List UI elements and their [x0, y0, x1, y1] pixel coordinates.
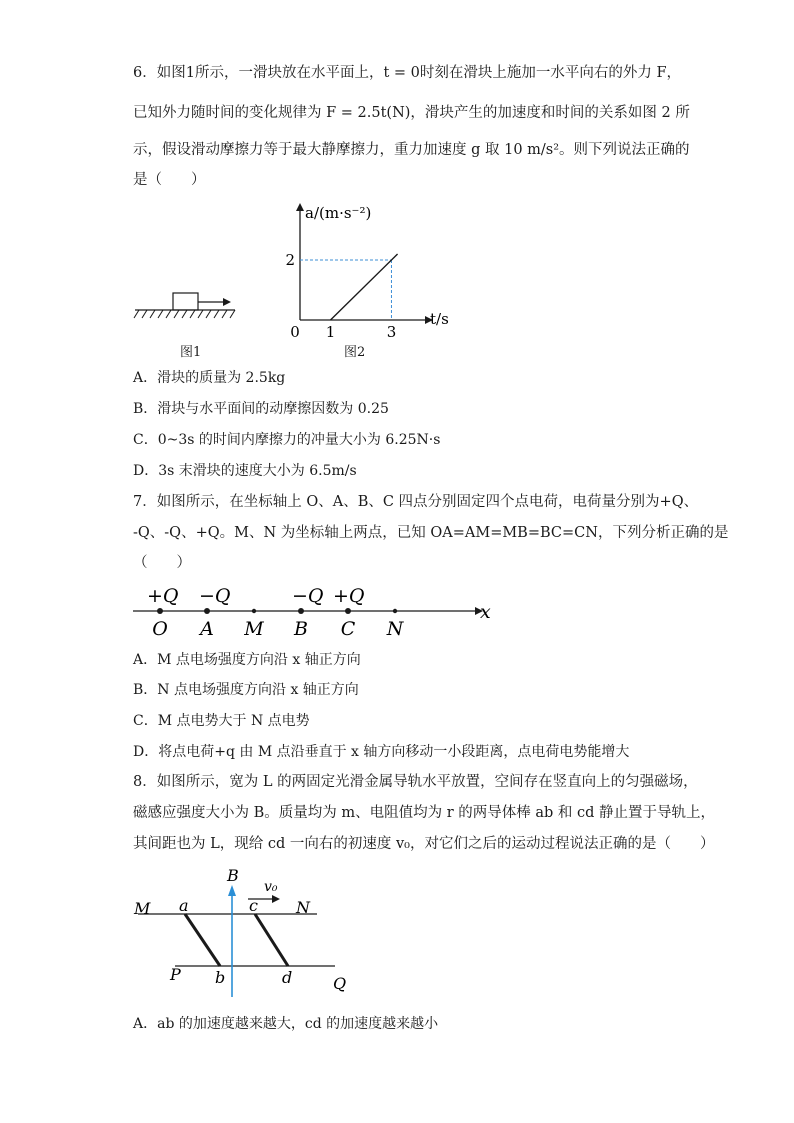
q6-line-1: 6．如图1所示，一滑块放在水平面上，t = 0时刻在滑块上施加一水平向右的外力 F，	[133, 65, 682, 81]
q8-line-3: 其间距也为 L，现给 cd 一向右的初速度 v₀，对它们之后的运动过程说法正确的是（ ）	[133, 836, 715, 852]
x-tick-label: 3	[386, 323, 397, 341]
q6-line-2: 已知外力随时间的变化规律为 F = 2.5t(N)，滑块产生的加速度和时间的关系如图 2 所	[133, 105, 690, 121]
label-B: B	[227, 866, 239, 885]
point-dot	[345, 608, 351, 614]
q8-option-a: A．ab 的加速度越来越大，cd 的加速度越来越小	[133, 1016, 439, 1032]
rod-ab	[185, 914, 220, 966]
point-dot	[298, 608, 304, 614]
label-b: b	[215, 968, 226, 987]
label-P: P	[170, 965, 181, 984]
rail-labels	[133, 866, 346, 993]
y-axis-arrowhead	[296, 203, 304, 211]
q7-option-a: A．M 点电场强度方向沿 x 轴正方向	[133, 652, 361, 668]
y-tick-label: 2	[285, 251, 295, 269]
point-dot	[204, 608, 210, 614]
x-tick-label: 1	[325, 323, 336, 341]
point-labels	[152, 618, 404, 640]
label-M: M	[134, 899, 151, 918]
x-tick-label: 0	[290, 323, 300, 341]
label-Q: Q	[333, 974, 347, 993]
magnetic-field-arrowhead	[228, 885, 236, 896]
charge-label: +Q	[147, 585, 179, 607]
q7-line-1: 7．如图所示，在坐标轴上 O、A、B、C 四点分别固定四个点电荷，电荷量分别为+Q、	[133, 494, 699, 510]
ground-hatch	[134, 310, 235, 318]
block	[173, 293, 198, 310]
figure-2-chart	[280, 200, 480, 350]
point-label: B	[294, 618, 308, 640]
q6-option-b: B．滑块与水平面间的动摩擦因数为 0.25	[133, 401, 389, 417]
label-a: a	[179, 896, 189, 915]
series-line	[330, 254, 397, 320]
chart-ylabel: a/(m·s⁻²)	[305, 204, 372, 222]
q6-option-c: C．0~3s 的时间内摩擦力的冲量大小为 6.25N·s	[133, 432, 441, 448]
q7-option-c: C．M 点电势大于 N 点电势	[133, 713, 310, 729]
point-label: M	[244, 618, 264, 640]
q8-line-2: 磁感应强度大小为 B。质量均为 m、电阻值均为 r 的两导体棒 ab 和 cd 静止置于导轨上，	[133, 805, 716, 821]
figure-q7-axis	[130, 582, 510, 642]
charge-label: −Q	[199, 585, 231, 607]
rod-cd	[255, 914, 288, 966]
point-label: A	[200, 618, 214, 640]
chart-marks	[300, 254, 398, 320]
chart-xlabel: t/s	[430, 310, 449, 328]
label-c: c	[249, 896, 258, 915]
label-N: N	[296, 898, 310, 917]
label-v0: v₀	[264, 879, 278, 895]
charge-labels	[147, 585, 365, 607]
q6-option-a: A．滑块的质量为 2.5kg	[133, 370, 286, 386]
q7-line-2: -Q、-Q、+Q。M、N 为坐标轴上两点，已知 OA=AM=MB=BC=CN，下列分析正确的是	[133, 525, 729, 541]
q7-option-b: B．N 点电场强度方向沿 x 轴正方向	[133, 682, 359, 698]
q7-line-3: （ ）	[133, 555, 191, 571]
figure-2-caption: 图2	[344, 345, 366, 360]
chart-axes	[285, 203, 433, 341]
charge-label: +Q	[333, 585, 365, 607]
q8-line-1: 8．如图所示，宽为 L 的两固定光滑金属导轨水平放置，空间存在竖直向上的匀强磁场，	[133, 774, 698, 790]
x-axis-label: x	[480, 601, 491, 623]
figure-1-caption: 图1	[180, 345, 202, 360]
q7-option-d: D．将点电荷+q 由 M 点沿垂直于 x 轴方向移动一小段距离，点电荷电势能增大	[133, 744, 630, 760]
point-dot	[393, 609, 397, 613]
label-d: d	[282, 968, 293, 987]
figure-1-block	[133, 290, 253, 330]
charge-label: −Q	[292, 585, 324, 607]
velocity-arrowhead	[272, 895, 280, 903]
q6-line-4: 是（ ）	[133, 172, 206, 188]
point-dot	[157, 608, 163, 614]
q6-option-d: D．3s 末滑块的速度大小为 6.5m/s	[133, 463, 357, 479]
point-label: C	[340, 618, 356, 640]
force-arrowhead	[223, 298, 231, 306]
q6-line-3: 示，假设滑动摩擦力等于最大静摩擦力，重力加速度 g 取 10 m/s²。则下列说法正确的	[133, 142, 690, 158]
point-label: N	[386, 618, 404, 640]
point-dot	[252, 609, 256, 613]
point-label: O	[152, 618, 168, 640]
figure-q8-rails	[130, 865, 370, 1000]
